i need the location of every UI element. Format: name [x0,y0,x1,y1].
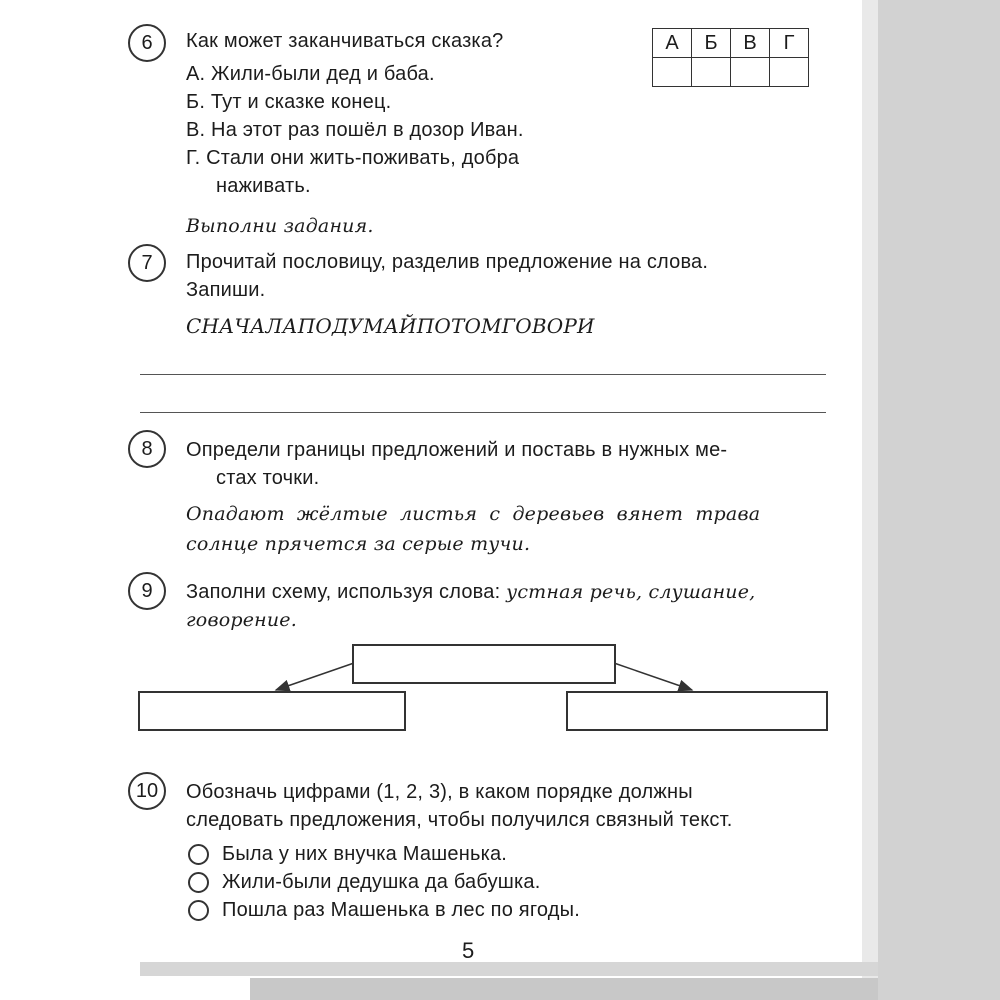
task-6-option-v: В. На этот раз пошёл в дозор Иван. [186,119,524,141]
task-10-sentence-3: Пошла раз Машенька в лес по ягоды. [222,899,580,921]
order-circle-2[interactable] [188,872,209,893]
task-7-proverb: СНАЧАЛАПОДУМАЙПОТОМГОВОРИ [186,314,595,338]
grid-header-v: В [731,29,770,58]
task-6-question: Как может заканчиваться сказка? [186,30,504,52]
task-9-words-line1: устная речь, слушание, [506,581,756,603]
task-8-question-line1: Определи границы предложений и поставь в нужных ме- [186,439,728,461]
page-number: 5 [462,938,475,963]
task-8-question-line2: стах точки. [216,467,320,489]
task-6-option-g: Г. Стали они жить-поживать, добра [186,147,520,169]
task-6-option-a: А. Жили-были дед и баба. [186,63,435,85]
schema-right-box[interactable] [566,691,828,731]
task-7-question-line1: Прочитай пословицу, разделив предложение на слова. [186,251,709,273]
schema-arrow-left [276,663,354,690]
task-9-question-plain: Заполни схему, используя слова: [186,581,501,603]
grid-header-b: Б [692,29,731,58]
task-6-option-b: Б. Тут и сказке конец. [186,91,392,113]
schema-arrow-right [614,663,692,690]
task-8-number: 8 [128,430,166,468]
task-10-number: 10 [128,772,166,810]
schema-top-box[interactable] [352,644,616,684]
task-10-sentence-1: Была у них внучка Машенька. [222,843,508,865]
task-9-number: 9 [128,572,166,610]
task-10-sentence-2: Жили-были дедушка да бабушка. [222,871,541,893]
task-9-words-line2: говорение. [186,609,297,631]
task-6-option-g-cont: наживать. [216,175,311,197]
order-circle-3[interactable] [188,900,209,921]
task-10-question-line2: следовать предложения, чтобы получился связный текст. [186,809,733,831]
task-10-question-line1: Обозначь цифрами (1, 2, 3), в каком порядке должны [186,781,693,803]
section-instruction: Выполни задания. [186,215,374,237]
task-7-number: 7 [128,244,166,282]
task-7-question-line2: Запиши. [186,279,266,301]
grid-header-a: А [653,29,692,58]
schema-left-box[interactable] [138,691,406,731]
task-8-text-line1: Опадают жёлтые листья с деревьев вянет трава [186,503,761,525]
task-6-number: 6 [128,24,166,62]
order-circle-1[interactable] [188,844,209,865]
grid-header-g: Г [770,29,809,58]
task-8-text-line2: солнце прячется за серые тучи. [186,533,531,555]
